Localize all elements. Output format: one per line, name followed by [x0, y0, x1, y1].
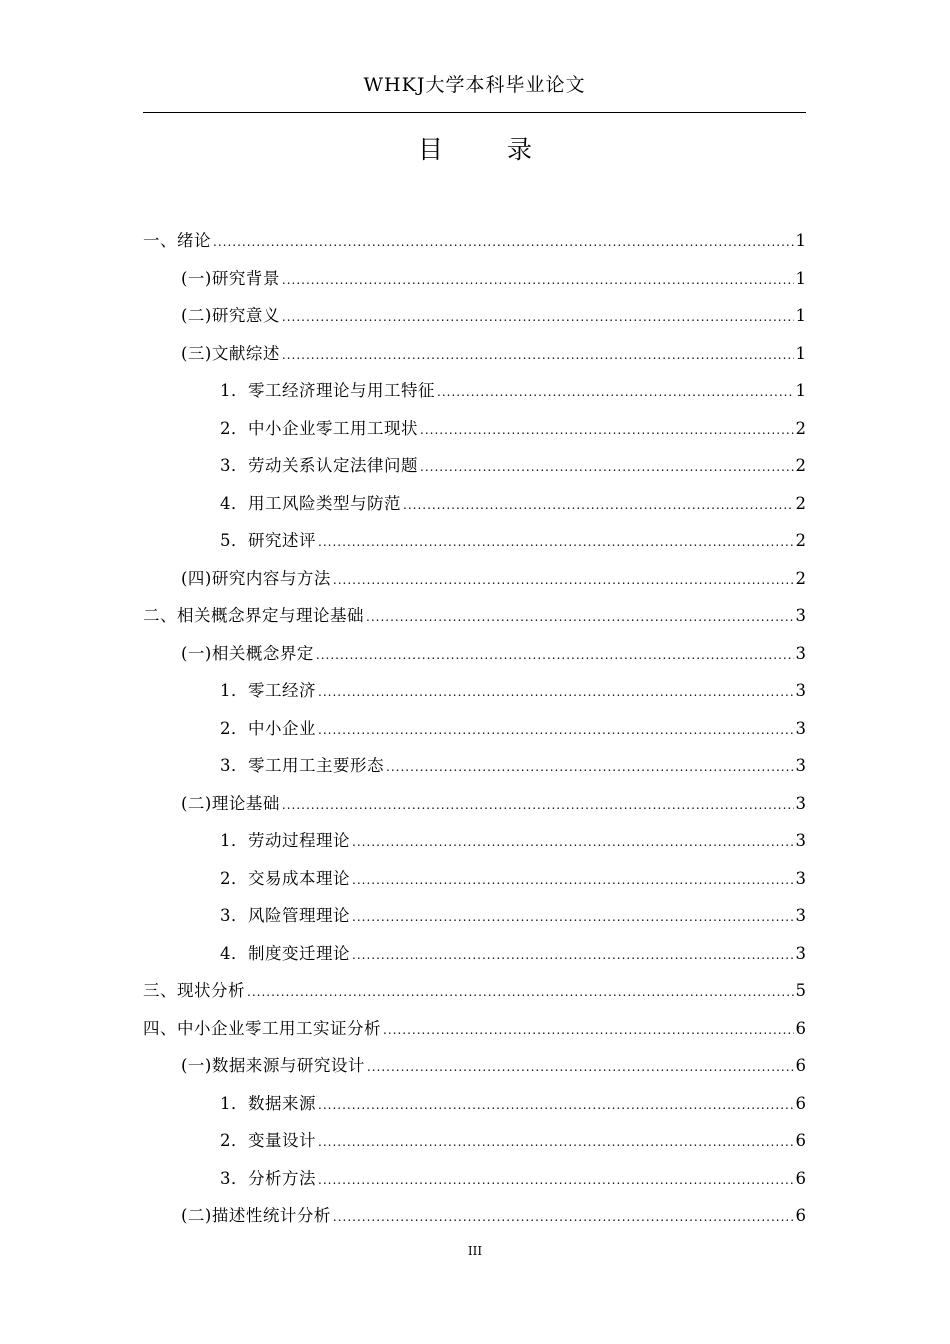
- toc-entry-label: 5．研究述评: [220, 531, 316, 550]
- toc-entry-label: 4．制度变迁理论: [220, 943, 350, 963]
- toc-entry[interactable]: [143, 1047, 806, 1085]
- toc-entry[interactable]: [143, 260, 806, 298]
- toc-entry-page: 3: [795, 831, 806, 850]
- toc-entry-label: 2．中小企业: [220, 718, 316, 738]
- toc-dot-leader: [282, 337, 794, 375]
- toc-entry[interactable]: [143, 1122, 806, 1160]
- toc-entry[interactable]: [143, 785, 806, 823]
- toc-dot-leader: [420, 412, 794, 450]
- toc-dot-leader: [316, 637, 794, 675]
- running-header: WHKJ大学本科毕业论文: [363, 74, 586, 96]
- toc-dot-leader: [247, 974, 794, 1012]
- toc-entry-page: 2: [795, 493, 806, 513]
- toc-entry[interactable]: [143, 1197, 806, 1235]
- toc-dot-leader: [282, 262, 794, 300]
- toc-entry-page: 2: [795, 456, 806, 475]
- toc-entry[interactable]: [143, 522, 806, 560]
- toc-entry-label: 2．交易成本理论: [220, 868, 350, 888]
- toc-entry-label: 4．用工风险类型与防范: [220, 493, 401, 513]
- toc-entry-page: 3: [795, 681, 806, 700]
- toc-entry-label: 二、相关概念界定与理论基础: [143, 606, 364, 625]
- toc-dot-leader: [403, 487, 794, 525]
- toc-dot-leader: [386, 749, 794, 787]
- toc-entry-page: 6: [795, 1056, 806, 1075]
- toc-entry-label: 1．劳动过程理论: [220, 831, 350, 850]
- toc-entry-label: (四)研究内容与方法: [181, 568, 331, 588]
- toc-entry-page: 3: [795, 906, 806, 925]
- toc-dot-leader: [437, 374, 794, 412]
- toc-entry-page: 3: [795, 756, 806, 775]
- toc-entry-label: 1．零工经济: [220, 681, 316, 700]
- toc-entry[interactable]: [143, 635, 806, 673]
- toc-entry-page: 1: [795, 306, 806, 325]
- toc-entry-page: 1: [795, 343, 806, 363]
- toc-entry[interactable]: [143, 1085, 806, 1123]
- toc-entry[interactable]: [143, 222, 806, 260]
- toc-entry-label: 一、绪论: [143, 231, 211, 250]
- toc-entry[interactable]: [143, 1010, 806, 1048]
- toc-entry[interactable]: [143, 297, 806, 335]
- toc-dot-leader: [367, 1049, 794, 1087]
- toc-entry[interactable]: [143, 372, 806, 410]
- toc-entry-page: 5: [795, 981, 806, 1000]
- toc-entry[interactable]: [143, 1160, 806, 1198]
- toc-entry-label: (二)研究意义: [181, 306, 280, 325]
- toc-dot-leader: [318, 674, 794, 712]
- toc-entry-page: 3: [795, 793, 806, 813]
- table-of-contents: [143, 222, 806, 1235]
- toc-entry-page: 6: [795, 1206, 806, 1225]
- toc-entry-label: 2．中小企业零工用工现状: [220, 418, 418, 438]
- toc-entry-label: (一)数据来源与研究设计: [181, 1056, 365, 1075]
- toc-entry-label: (三)文献综述: [181, 343, 280, 363]
- toc-dot-leader: [420, 449, 794, 487]
- toc-dot-leader: [333, 562, 794, 600]
- toc-entry-label: 三、现状分析: [143, 981, 245, 1000]
- toc-dot-leader: [352, 824, 794, 862]
- toc-entry-page: 6: [795, 1168, 806, 1188]
- toc-entry-label: (一)相关概念界定: [181, 643, 314, 663]
- toc-entry-label: 3．零工用工主要形态: [220, 756, 384, 775]
- toc-dot-leader: [318, 1087, 794, 1125]
- toc-entry[interactable]: [143, 672, 806, 710]
- toc-entry[interactable]: [143, 747, 806, 785]
- toc-entry-label: 3．风险管理理论: [220, 906, 350, 925]
- toc-entry-page: 6: [795, 1093, 806, 1113]
- toc-entry[interactable]: [143, 447, 806, 485]
- toc-entry[interactable]: [143, 560, 806, 598]
- toc-entry[interactable]: [143, 822, 806, 860]
- toc-entry[interactable]: [143, 935, 806, 973]
- toc-entry-label: 3．劳动关系认定法律问题: [220, 456, 418, 475]
- toc-entry-label: 1．零工经济理论与用工特征: [220, 381, 435, 400]
- page-number: III: [467, 1244, 483, 1258]
- toc-dot-leader: [352, 899, 794, 937]
- toc-entry[interactable]: [143, 410, 806, 448]
- toc-dot-leader: [333, 1199, 794, 1237]
- toc-entry-page: 3: [795, 643, 806, 663]
- toc-entry-page: 2: [795, 418, 806, 438]
- toc-entry-page: 3: [795, 868, 806, 888]
- toc-dot-leader: [383, 1012, 794, 1050]
- header-rule: [143, 112, 806, 113]
- toc-entry-page: 6: [795, 1018, 806, 1038]
- toc-entry-page: 1: [795, 268, 806, 288]
- toc-dot-leader: [318, 524, 794, 562]
- toc-entry-page: 2: [795, 531, 806, 550]
- toc-dot-leader: [282, 299, 794, 337]
- toc-dot-leader: [366, 599, 794, 637]
- toc-entry[interactable]: [143, 335, 806, 373]
- toc-entry-page: 3: [795, 718, 806, 738]
- toc-entry-page: 2: [795, 568, 806, 588]
- toc-entry-label: (二)理论基础: [181, 793, 280, 813]
- toc-entry-label: (一)研究背景: [181, 268, 280, 288]
- toc-entry-label: 四、中小企业零工用工实证分析: [143, 1018, 381, 1038]
- toc-dot-leader: [318, 712, 794, 750]
- toc-dot-leader: [352, 937, 794, 975]
- toc-dot-leader: [282, 787, 794, 825]
- toc-entry-page: 3: [795, 943, 806, 963]
- toc-dot-leader: [318, 1162, 794, 1200]
- toc-entry[interactable]: [143, 860, 806, 898]
- toc-entry[interactable]: [143, 972, 806, 1010]
- toc-dot-leader: [213, 224, 794, 262]
- toc-entry-label: 1．数据来源: [220, 1093, 316, 1113]
- toc-entry-page: 6: [795, 1131, 806, 1150]
- toc-entry[interactable]: [143, 897, 806, 935]
- toc-dot-leader: [352, 862, 794, 900]
- toc-entry-page: 1: [795, 231, 806, 250]
- toc-entry[interactable]: [143, 597, 806, 635]
- toc-entry-page: 3: [795, 606, 806, 625]
- toc-entry-label: (二)描述性统计分析: [181, 1206, 331, 1225]
- toc-entry-label: 2．变量设计: [220, 1131, 316, 1150]
- toc-entry-page: 1: [795, 381, 806, 400]
- toc-entry[interactable]: [143, 485, 806, 523]
- toc-dot-leader: [318, 1124, 794, 1162]
- toc-title: 目 录: [418, 135, 560, 164]
- toc-entry-label: 3．分析方法: [220, 1168, 316, 1188]
- toc-entry[interactable]: [143, 710, 806, 748]
